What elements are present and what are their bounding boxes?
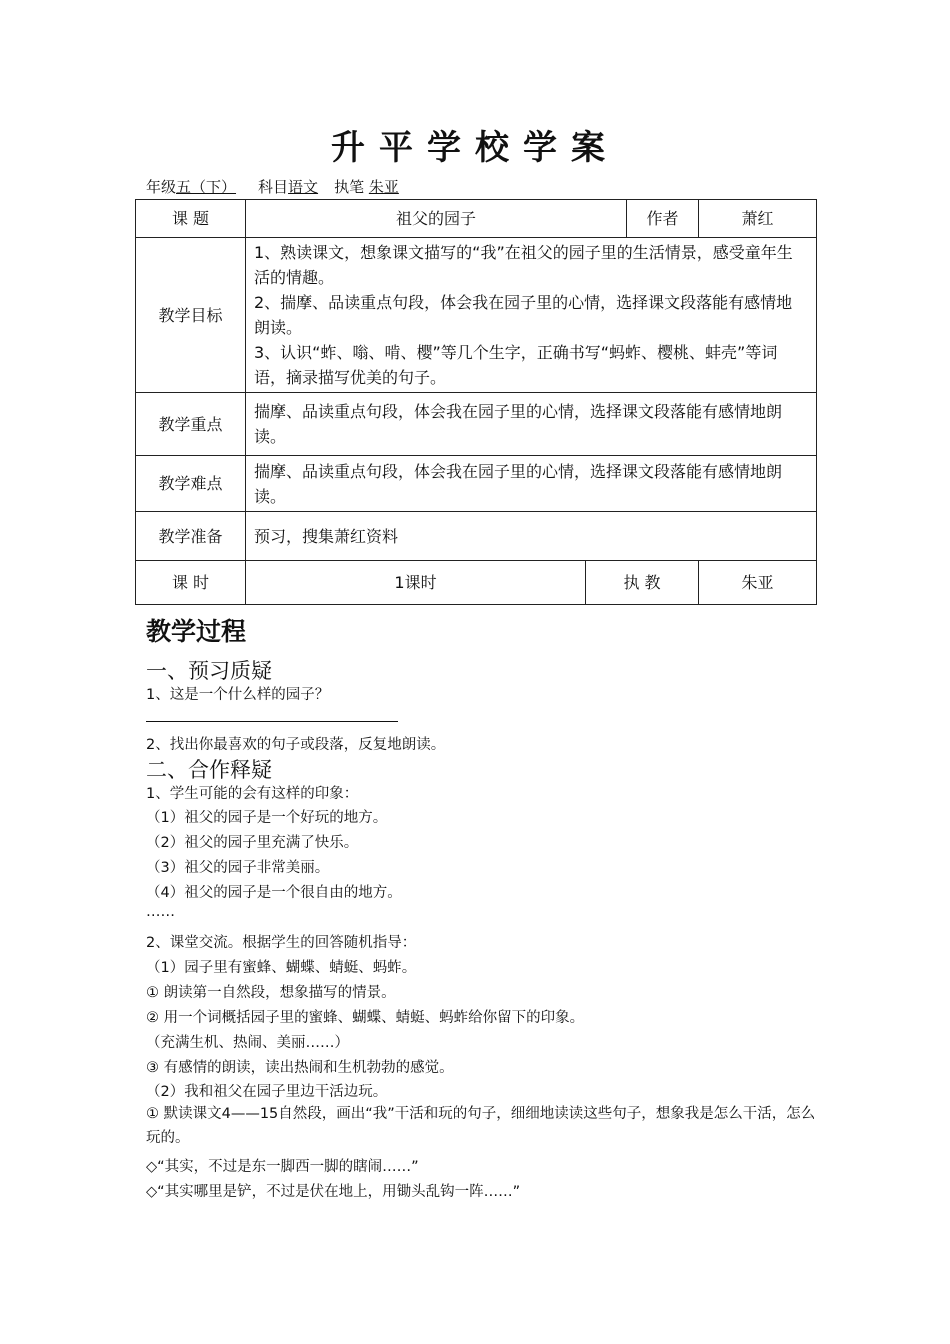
process-line: ① 默读课文4——15自然段，画出“我”干活和玩的句子，细细地读读这些句子，想象我是怎么干活，怎么玩的。: [146, 1106, 816, 1146]
grade-value: 五（下）: [176, 178, 237, 196]
process-line: 2、课堂交流。根据学生的回答随机指导：: [146, 935, 417, 951]
section1-question: 2、找出你最喜欢的句子或段落，反复地朗读。: [146, 737, 446, 753]
difficulty-value: 揣摩、品读重点句段，体会我在园子里的心情，选择课文段落能有感情地朗读。: [246, 456, 817, 512]
author-value: 朱亚: [368, 178, 399, 196]
table-row: [136, 200, 817, 238]
topic-label: 课 题: [136, 200, 246, 238]
table-row: [136, 561, 817, 605]
process-line: （3）祖父的园子非常美丽。: [146, 860, 330, 876]
process-line: （2）我和祖父在园子里边干活边玩。: [146, 1084, 388, 1100]
subject-label: 科目: [258, 178, 289, 196]
section2-title: 二、合作释疑: [146, 758, 272, 782]
goal-item: 3、认识“蚱、嗡、啃、樱”等几个生字，正确书写“蚂蚱、樱桃、蚌壳”等词语，摘录描写优美的句子。: [254, 343, 778, 387]
process-line: 1、学生可能的会有这样的印象：: [146, 786, 359, 802]
goals-label: 教学目标: [136, 238, 246, 393]
difficulty-label: 教学难点: [136, 456, 246, 512]
goals-cell: [246, 238, 817, 393]
process-line: （4）祖父的园子是一个很自由的地方。: [146, 885, 402, 901]
process-line: ② 用一个词概括园子里的蜜蜂、蝴蝶、蜻蜓、蚂蚱给你留下的印象。: [146, 1010, 585, 1026]
table-row: [136, 456, 817, 512]
process-line: （1）祖父的园子是一个好玩的地方。: [146, 810, 388, 826]
key-label: 教学重点: [136, 393, 246, 456]
process-line: ……: [146, 904, 175, 920]
process-line: ◇“其实，不过是东一脚西一脚的瞎闹……”: [146, 1159, 419, 1175]
grade-label: 年级: [146, 178, 177, 196]
goal-item: 1、熟读课文，想象课文描写的“我”在祖父的园子里的生活情景，感受童年生活的情趣。: [254, 243, 793, 287]
process-line: ① 朗读第一自然段，想象描写的情景。: [146, 985, 396, 1001]
goal-item: 2、揣摩、品读重点句段，体会我在园子里的心情，选择课文段落能有感情地朗读。: [254, 293, 793, 337]
prep-label: 教学准备: [136, 512, 246, 561]
section1-title: 一、预习质疑: [146, 659, 272, 683]
process-line: （1）园子里有蜜蜂、蝴蝶、蜻蜓、蚂蚱。: [146, 960, 417, 976]
answer-line: [146, 721, 398, 722]
section1-question: 1、这是一个什么样的园子？: [146, 687, 330, 703]
hours-label: 课 时: [136, 561, 246, 605]
table-row: [136, 238, 817, 393]
lesson-plan-table: [135, 199, 817, 605]
author-label: 执笔: [334, 178, 365, 196]
table-row: [136, 512, 817, 561]
teacher-value: 朱亚: [699, 561, 817, 605]
topic-value: 祖父的园子: [246, 200, 627, 238]
subject-value: 语文: [288, 178, 319, 196]
process-line: （充满生机、热闹、美丽……）: [146, 1035, 349, 1051]
teacher-label: 执 教: [586, 561, 699, 605]
hours-value: 1课时: [246, 561, 586, 605]
process-line: ③ 有感情的朗读，读出热闹和生机勃勃的感觉。: [146, 1060, 454, 1076]
process-title: 教学过程: [146, 617, 247, 646]
process-line: ◇“其实哪里是铲，不过是伏在地上，用锄头乱钩一阵……”: [146, 1184, 521, 1200]
key-value: 揣摩、品读重点句段，体会我在园子里的心情，选择课文段落能有感情地朗读。: [246, 393, 817, 456]
prep-value: 预习，搜集萧红资料: [246, 512, 817, 561]
writer-value: 萧红: [699, 200, 817, 238]
meta-line: [146, 176, 399, 197]
process-line: （2）祖父的园子里充满了快乐。: [146, 835, 359, 851]
table-row: [136, 393, 817, 456]
document-title: 升平学校学案: [331, 128, 619, 168]
writer-label: 作者: [627, 200, 699, 238]
